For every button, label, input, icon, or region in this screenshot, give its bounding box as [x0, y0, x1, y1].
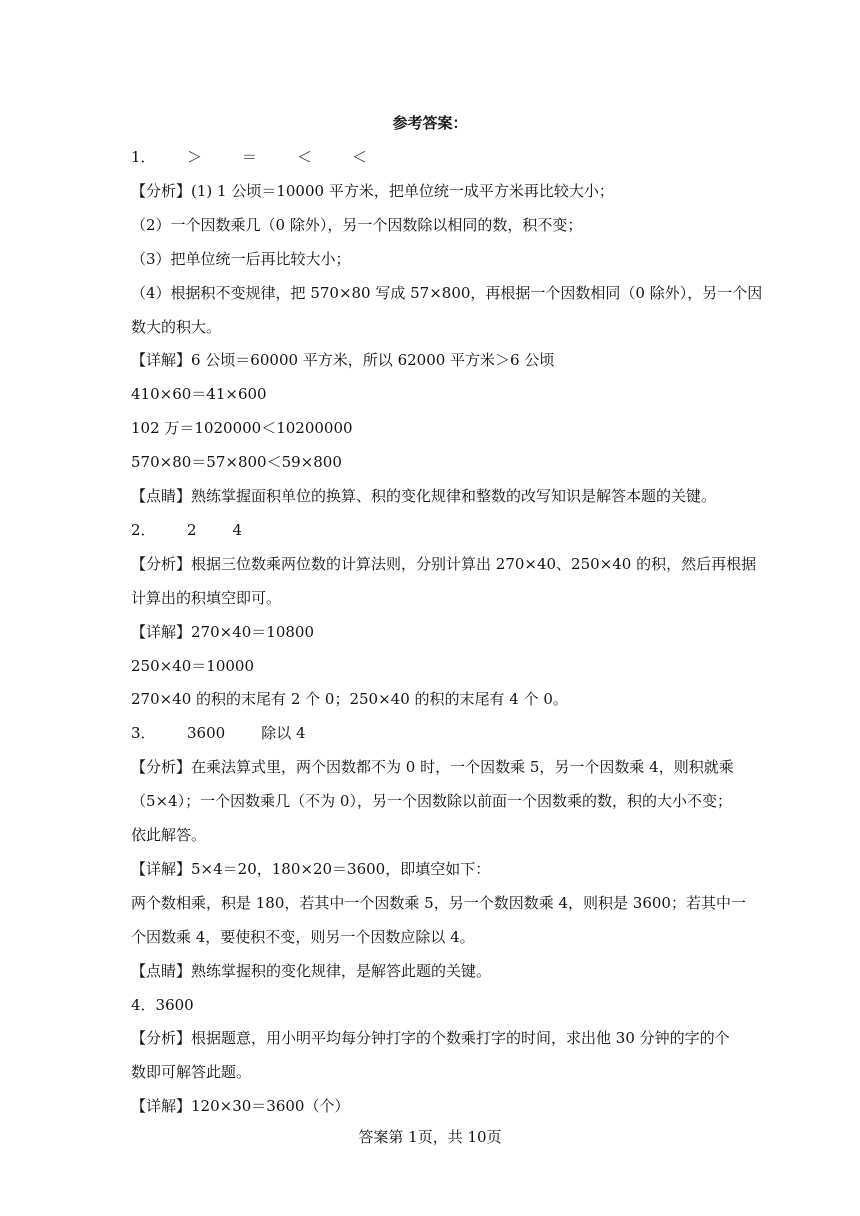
- text-line: （5×4）；一个因数乘几（不为 0），另一个因数除以前面一个因数乘的数，积的大小不变；: [131, 792, 732, 811]
- text-line: 【详解】120×30＝3600（个）: [131, 1097, 350, 1116]
- text-line: 【详解】5×4＝20，180×20＝3600，即填空如下：: [131, 859, 491, 878]
- answer-line: [131, 147, 731, 167]
- answer-blank: ＜: [352, 148, 368, 166]
- text-line: 570×80＝57×800＜59×800: [131, 453, 342, 472]
- answer-blank: 3600: [187, 724, 226, 743]
- page-footer: 答案第 1页，共 10页: [358, 1128, 502, 1146]
- text-line: 【分析】根据题意，用小明平均每分钟打字的个数乘打字的时间，求出他 30 分钟的字的个: [131, 1029, 730, 1048]
- text-line: （4）根据积不变规律，把 570×80 写成 57×800，再根据一个因数相同（0 除外），另一个因: [131, 283, 763, 302]
- question-number: 1．: [131, 148, 156, 166]
- text-line: 【分析】在乘法算式里，两个因数都不为 0 时，一个因数乘 5，另一个因数乘 4，则积就乘: [131, 758, 734, 777]
- text-line: 计算出的积填空即可。: [131, 588, 282, 607]
- answer-line: [131, 520, 731, 540]
- text-line: 【分析】(1) 1 公顷＝10000 平方米，把单位统一成平方米再比较大小；: [131, 181, 614, 200]
- text-line: 【点睛】熟练掌握面积单位的换算、积的变化规律和整数的改写知识是解答本题的关键。: [131, 487, 717, 505]
- answer-blank: 4: [232, 520, 243, 539]
- text-line: 【详解】270×40＝10800: [131, 622, 315, 641]
- text-line: 【详解】6 公顷＝60000 平方米，所以 62000 平方米＞6 公顷: [131, 351, 555, 370]
- text-line: 数即可解答此题。: [131, 1063, 252, 1082]
- text-line: 410×60＝41×600: [131, 385, 267, 404]
- text-line: 【分析】根据三位数乘两位数的计算法则，分别计算出 270×40、250×40 的积，然后再根据: [131, 554, 757, 573]
- answer-blank: ＝: [242, 148, 258, 166]
- answer-line: [131, 723, 731, 743]
- text-line: 数大的积大。: [131, 317, 222, 336]
- answer-blank: 除以 4: [261, 724, 306, 743]
- text-line: 依此解答。: [131, 826, 207, 844]
- text-line: 两个数相乘，积是 180，若其中一个因数乘 5，另一个数因数乘 4，则积是 3600；若其中一: [131, 893, 746, 912]
- answer-blank: 2: [187, 520, 197, 539]
- question-number: 3．: [131, 724, 156, 743]
- text-line: 102 万＝1020000＜10200000: [131, 419, 353, 438]
- answer-blank: ＞: [187, 148, 203, 166]
- page-title: 参考答案：: [392, 114, 468, 132]
- text-line: （2）一个因数乘几（0 除外），另一个因数除以相同的数，积不变；: [131, 215, 583, 234]
- question-number: 2．: [131, 520, 156, 539]
- text-line: （3）把单位统一后再比较大小；: [131, 249, 351, 268]
- answer-blank: ＜: [297, 148, 313, 166]
- text-line: 【点睛】熟练掌握积的变化规律，是解答此题的关键。: [131, 961, 492, 980]
- text-line: 250×40＝10000: [131, 656, 255, 675]
- text-line: 个因数乘 4，要使积不变，则另一个因数应除以 4。: [131, 927, 475, 946]
- text-line: 270×40 的积的末尾有 2 个 0；250×40 的积的末尾有 4 个 0。: [131, 690, 568, 709]
- text-line: 4．3600: [131, 995, 194, 1014]
